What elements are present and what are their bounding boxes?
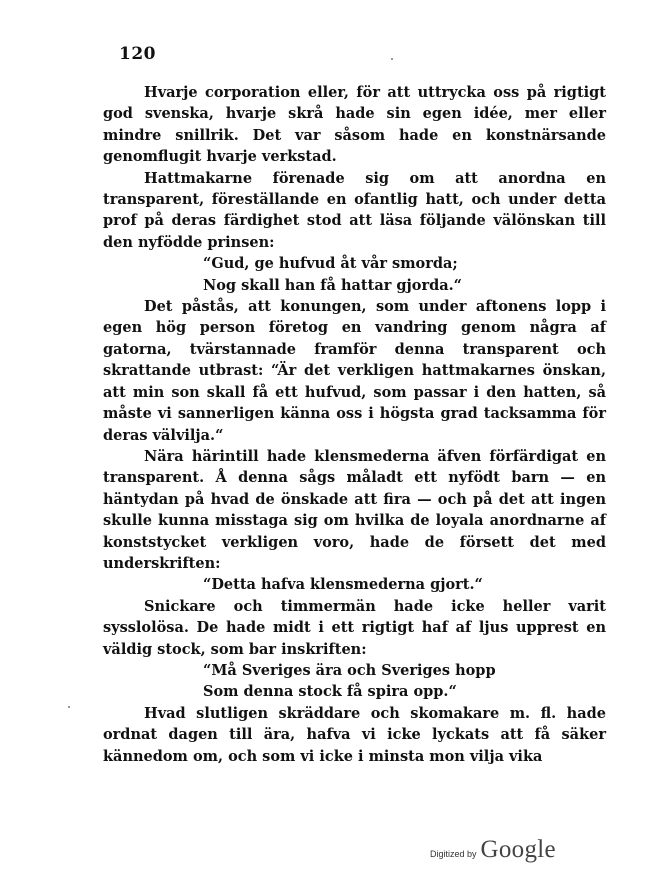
digitized-by-label: Digitized by (430, 849, 477, 859)
paragraph-1: Hvarje corporation eller, för att uttrycka oss på rigtigt god svenska, hvarje skrå hade sin egen idée, mer eller mindre snillrik. Det var såsom hade en konstnärsande genomflugit hvarje verkstad. (103, 84, 606, 166)
verse-klensmederna (103, 574, 606, 595)
page-number: 120 (119, 44, 156, 64)
body-text (103, 82, 606, 767)
verse-line: Som denna stock få spira opp.“ (203, 683, 457, 701)
digitized-watermark (430, 836, 556, 864)
google-logo: Google (480, 836, 556, 863)
verse-hattmakarne (103, 253, 606, 296)
verse-line: “Må Sveriges ära och Sveriges hopp (203, 661, 496, 679)
verse-line: “Gud, ge hufvud åt vår smorda; (203, 255, 458, 273)
paragraph-3: Det påstås, att konungen, som under aftonens lopp i egen hög person företog en vandring genom några af gatorna, tvärstannade framför denna transparent och skrattande utbrast: “Är det verkligen hattmakarnes önskan, att min son skall få ett hufvud, som passar i den hatten, så måste vi sannerligen känna oss i högsta grad tacksamma för deras välvilja.“ (103, 298, 606, 444)
verse-line: “Detta hafva klensmederna gjort.“ (203, 576, 483, 594)
paragraph-5: Snickare och timmermän hade icke heller varit sysslolösa. De hade midt i ett rigtigt haf af ljus upprest en väldig stock, som bar inskriften: (103, 597, 606, 658)
scan-speck (68, 706, 70, 708)
scan-speck (391, 58, 393, 60)
paragraph-4: Nära härintill hade klensmederna äfven förfärdigat en transparent. Å denna sågs måladt ett nyfödt barn — en häntydan på hvad de önskade att fira — och på det att ingen skulle kunna misstaga sig om hvilka de loyala anordnarne af konststycket verkligen voro, hade de försett det med underskriften: (103, 447, 606, 572)
paragraph-2: Hattmakarne förenade sig om att anordna en transparent, föreställande en ofantlig hatt, och under detta prof på deras färdighet stod att läsa följande välönskan till den nyfödde prinsen: (103, 169, 606, 251)
verse-snickare (103, 660, 606, 703)
paragraph-6: Hvad slutligen skräddare och skomakare m. fl. hade ordnat dagen till ära, hafva vi icke lyckats att få säker kännedom om, och som vi icke i minsta mon vilja vika (103, 704, 606, 765)
verse-line: Nog skall han få hattar gjorda.“ (203, 276, 463, 294)
